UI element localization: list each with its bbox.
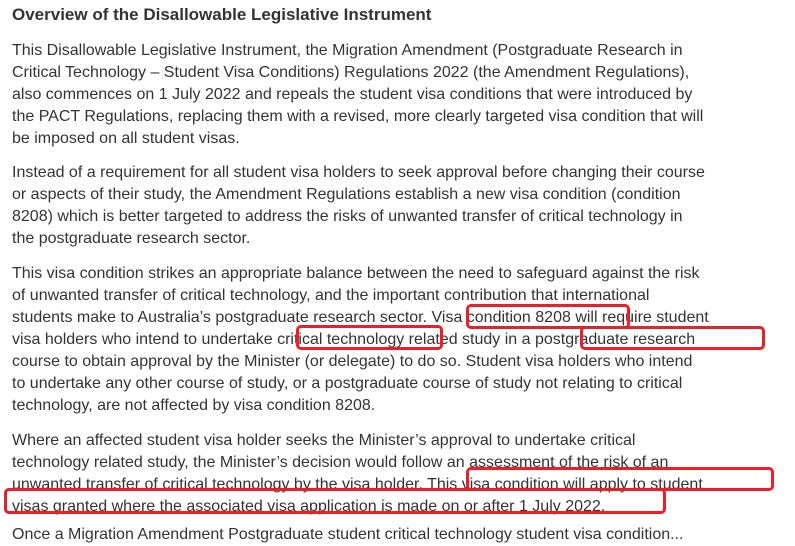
highlighted-sentence-start: This visa condition will apply to student — [427, 476, 703, 493]
cutoff-paragraph-line: Once a Migration Amendment Postgraduate student critical technology student visa condition... — [12, 526, 684, 543]
paragraph-line: This Disallowable Legislative Instrument, the Migration Amendment (Postgraduate Research in — [12, 42, 683, 59]
paragraph-line: 8208) which is better targeted to address the risks of unwanted transfer of critical technology in — [12, 208, 683, 225]
paragraph-line — [12, 474, 703, 496]
paragraph-line: Instead of a requirement for all student visa holders to seek approval before changing their course — [12, 164, 705, 181]
paragraph-line: Where an affected student visa holder seeks the Minister’s approval to undertake critical — [12, 432, 636, 449]
paragraph-line: also commences on 1 July 2022 and repeals the student visa conditions that were introduced by — [12, 86, 693, 103]
paragraph-line: technology related study, the Minister’s decision would follow an assessment of the risk of an — [12, 454, 669, 471]
text-run: visa holders who intend to undertake — [12, 331, 278, 348]
paragraph-line: technology, are not affected by visa condition 8208. — [12, 397, 376, 414]
paragraph-line: the postgraduate research sector. — [12, 230, 251, 247]
paragraph-line: course to obtain approval by the Minister (or delegate) to do so. Student visa holders who intend — [12, 353, 693, 370]
paragraph-line: to undertake any other course of study, or a postgraduate course of study not relating to critical — [12, 375, 683, 392]
text-run: students make to Australia’s postgraduate research sector. — [12, 309, 432, 326]
paragraph-line — [12, 329, 695, 351]
paragraph-line: or aspects of their study, the Amendment Regulations establish a new visa condition (condition — [12, 186, 681, 203]
paragraph-line: This visa condition strikes an appropriate balance between the need to safeguard against the risk — [12, 265, 700, 282]
paragraph-line: the PACT Regulations, replacing them with a revised, more clearly targeted visa condition that will — [12, 108, 704, 125]
paragraph-line: be imposed on all student visas. — [12, 130, 240, 147]
text-run: will require student — [570, 309, 709, 326]
paragraph-line: of unwanted transfer of critical technology, and the important contribution that international — [12, 287, 650, 304]
paragraph-line: Critical Technology – Student Visa Conditions) Regulations 2022 (the Amendment Regulations), — [12, 64, 690, 81]
text-run: unwanted transfer of critical technology by the visa holder. — [12, 476, 428, 493]
paragraph-line: visas granted where the associated visa application is made on or after 1 July 2022. — [12, 498, 606, 515]
highlighted-phrase-critical-technology: critical technology — [277, 331, 405, 348]
highlighted-phrase-postgraduate-research: postgraduate research — [534, 331, 696, 348]
paragraph-line — [12, 307, 709, 329]
highlighted-phrase-visa-condition-8208: Visa condition 8208 — [431, 309, 571, 326]
text-run: related study in a — [404, 331, 535, 348]
section-heading: Overview of the Disallowable Legislative Instrument — [12, 5, 432, 24]
